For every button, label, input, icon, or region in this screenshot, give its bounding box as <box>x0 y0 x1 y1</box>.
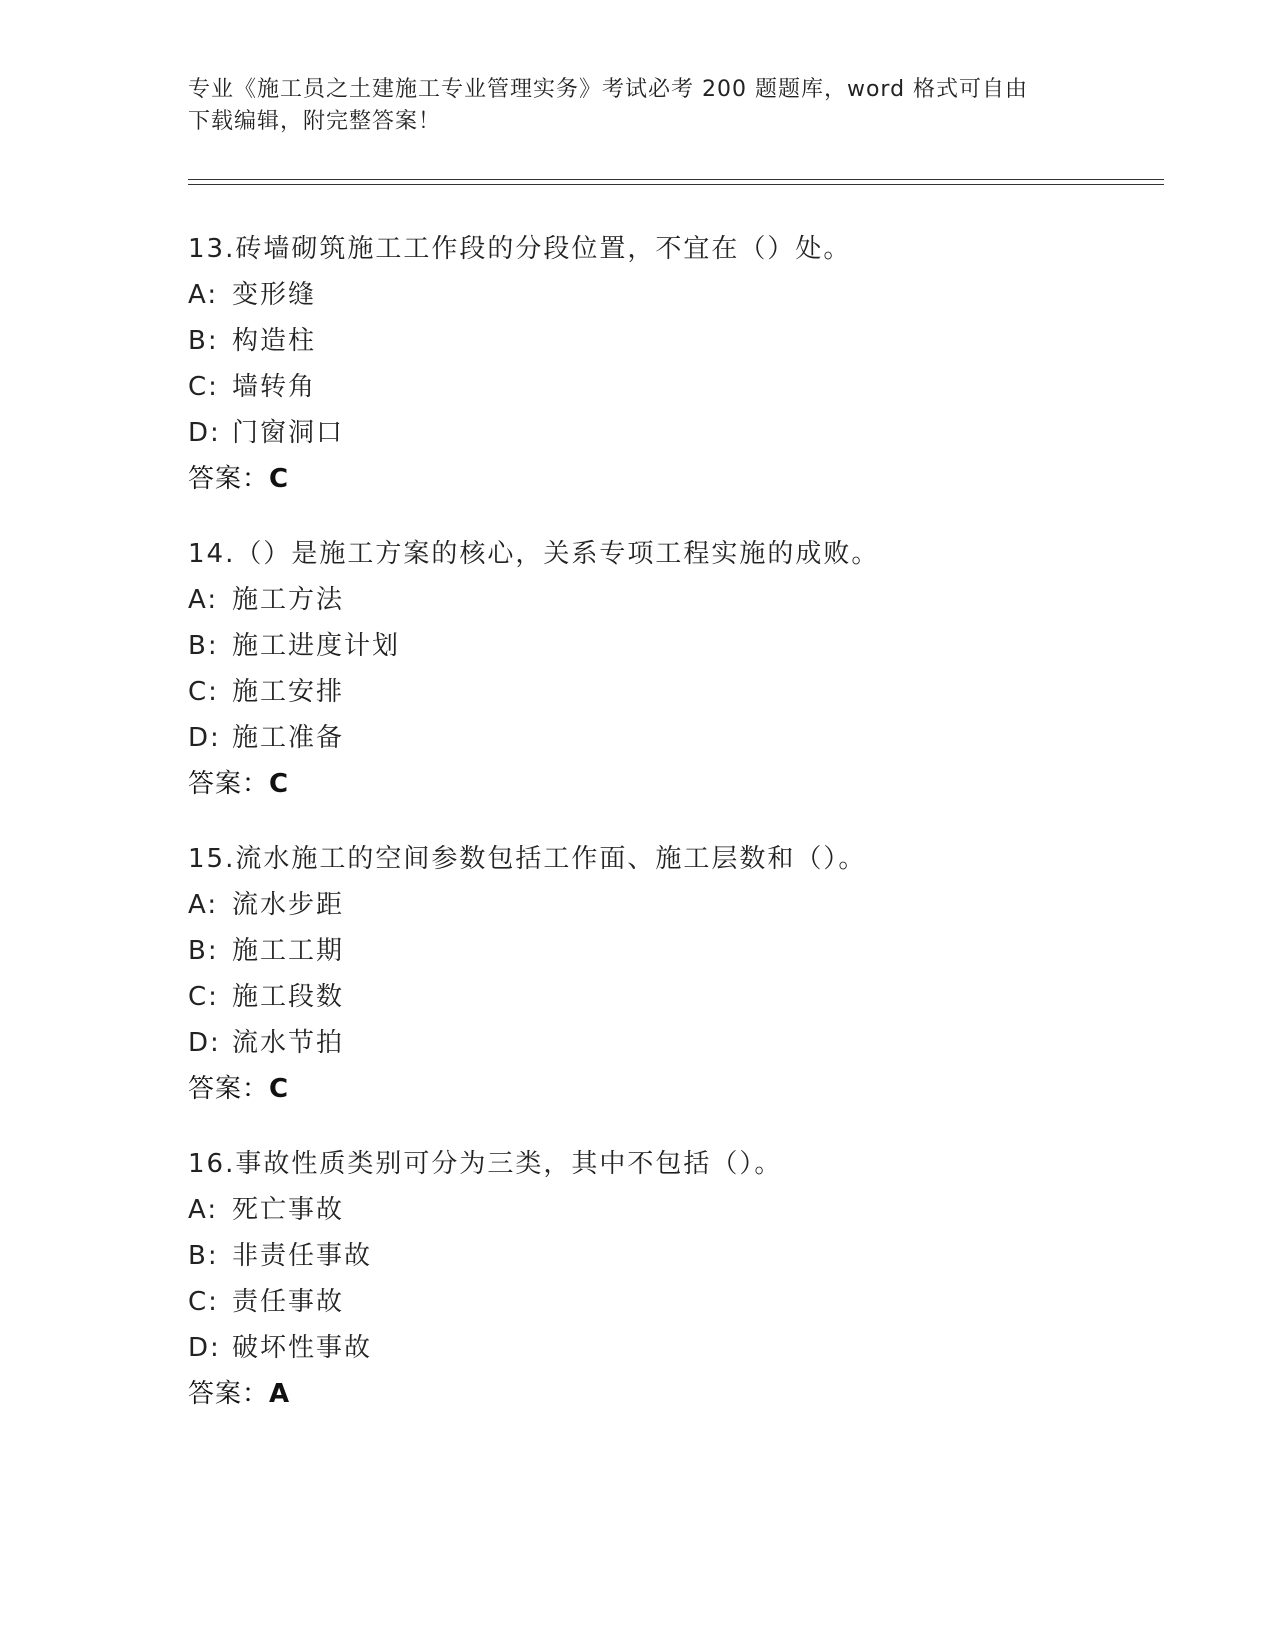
option-key: A: <box>188 890 219 920</box>
header-divider-top <box>188 179 1164 180</box>
option-key: C: <box>188 372 219 402</box>
option-key: B: <box>188 936 219 966</box>
question-stem: 16.事故性质类别可分为三类，其中不包括（）。 <box>188 1149 783 1179</box>
option-b <box>188 324 1148 370</box>
question-stem: 14.（）是施工方案的核心，关系专项工程实施的成败。 <box>188 539 880 569</box>
answer <box>188 1377 1148 1423</box>
option-text: 构造柱 <box>232 326 317 356</box>
option-text: 施工安排 <box>232 677 345 707</box>
option-key: A: <box>188 280 219 310</box>
document-header <box>188 74 1088 138</box>
option-text: 破坏性事故 <box>232 1333 373 1363</box>
option-key: D: <box>188 418 221 448</box>
option-key: C: <box>188 982 219 1012</box>
option-text: 流水步距 <box>232 890 345 920</box>
question-14 <box>188 537 1148 813</box>
option-key: B: <box>188 1241 219 1271</box>
option-d <box>188 721 1148 767</box>
option-key: D: <box>188 1333 221 1363</box>
answer-label: 答案： <box>188 1074 270 1104</box>
option-text: 非责任事故 <box>232 1241 373 1271</box>
question-stem: 15.流水施工的空间参数包括工作面、施工层数和（）。 <box>188 844 867 874</box>
option-key: C: <box>188 1287 219 1317</box>
answer-value: A <box>269 1379 291 1409</box>
header-line-1: 专业《施工员之土建施工专业管理实务》考试必考 200 题题库，word 格式可自由 <box>188 77 1029 102</box>
option-key: A: <box>188 585 219 615</box>
option-text: 施工工期 <box>232 936 345 966</box>
option-d <box>188 1026 1148 1072</box>
option-a <box>188 1193 1148 1239</box>
option-key: B: <box>188 631 219 661</box>
option-a <box>188 888 1148 934</box>
question-13 <box>188 232 1148 508</box>
option-c <box>188 675 1148 721</box>
option-c <box>188 370 1148 416</box>
answer-value: C <box>269 1074 290 1104</box>
answer-value: C <box>269 769 290 799</box>
option-a <box>188 583 1148 629</box>
option-text: 门窗洞口 <box>232 418 345 448</box>
option-d <box>188 1331 1148 1377</box>
option-a <box>188 278 1148 324</box>
option-text: 流水节拍 <box>232 1028 345 1058</box>
header-divider-bottom <box>188 184 1164 185</box>
option-key: D: <box>188 1028 221 1058</box>
answer <box>188 767 1148 813</box>
option-b <box>188 629 1148 675</box>
option-text: 施工段数 <box>232 982 345 1012</box>
answer-value: C <box>269 464 290 494</box>
answer <box>188 1072 1148 1118</box>
option-text: 死亡事故 <box>232 1195 345 1225</box>
option-key: A: <box>188 1195 219 1225</box>
option-text: 施工准备 <box>232 723 345 753</box>
option-key: C: <box>188 677 219 707</box>
option-c <box>188 1285 1148 1331</box>
header-line-2: 下载编辑，附完整答案！ <box>188 109 442 134</box>
answer <box>188 462 1148 508</box>
answer-label: 答案： <box>188 1379 270 1409</box>
option-text: 责任事故 <box>232 1287 345 1317</box>
option-key: D: <box>188 723 221 753</box>
option-b <box>188 1239 1148 1285</box>
answer-label: 答案： <box>188 769 270 799</box>
answer-label: 答案： <box>188 464 270 494</box>
option-text: 墙转角 <box>232 372 317 402</box>
question-stem: 13.砖墙砌筑施工工作段的分段位置，不宜在（）处。 <box>188 234 852 264</box>
option-d <box>188 416 1148 462</box>
option-text: 变形缝 <box>232 280 317 310</box>
option-b <box>188 934 1148 980</box>
option-text: 施工进度计划 <box>232 631 401 661</box>
option-key: B: <box>188 326 219 356</box>
question-16 <box>188 1147 1148 1423</box>
option-c <box>188 980 1148 1026</box>
question-15 <box>188 842 1148 1118</box>
option-text: 施工方法 <box>232 585 345 615</box>
